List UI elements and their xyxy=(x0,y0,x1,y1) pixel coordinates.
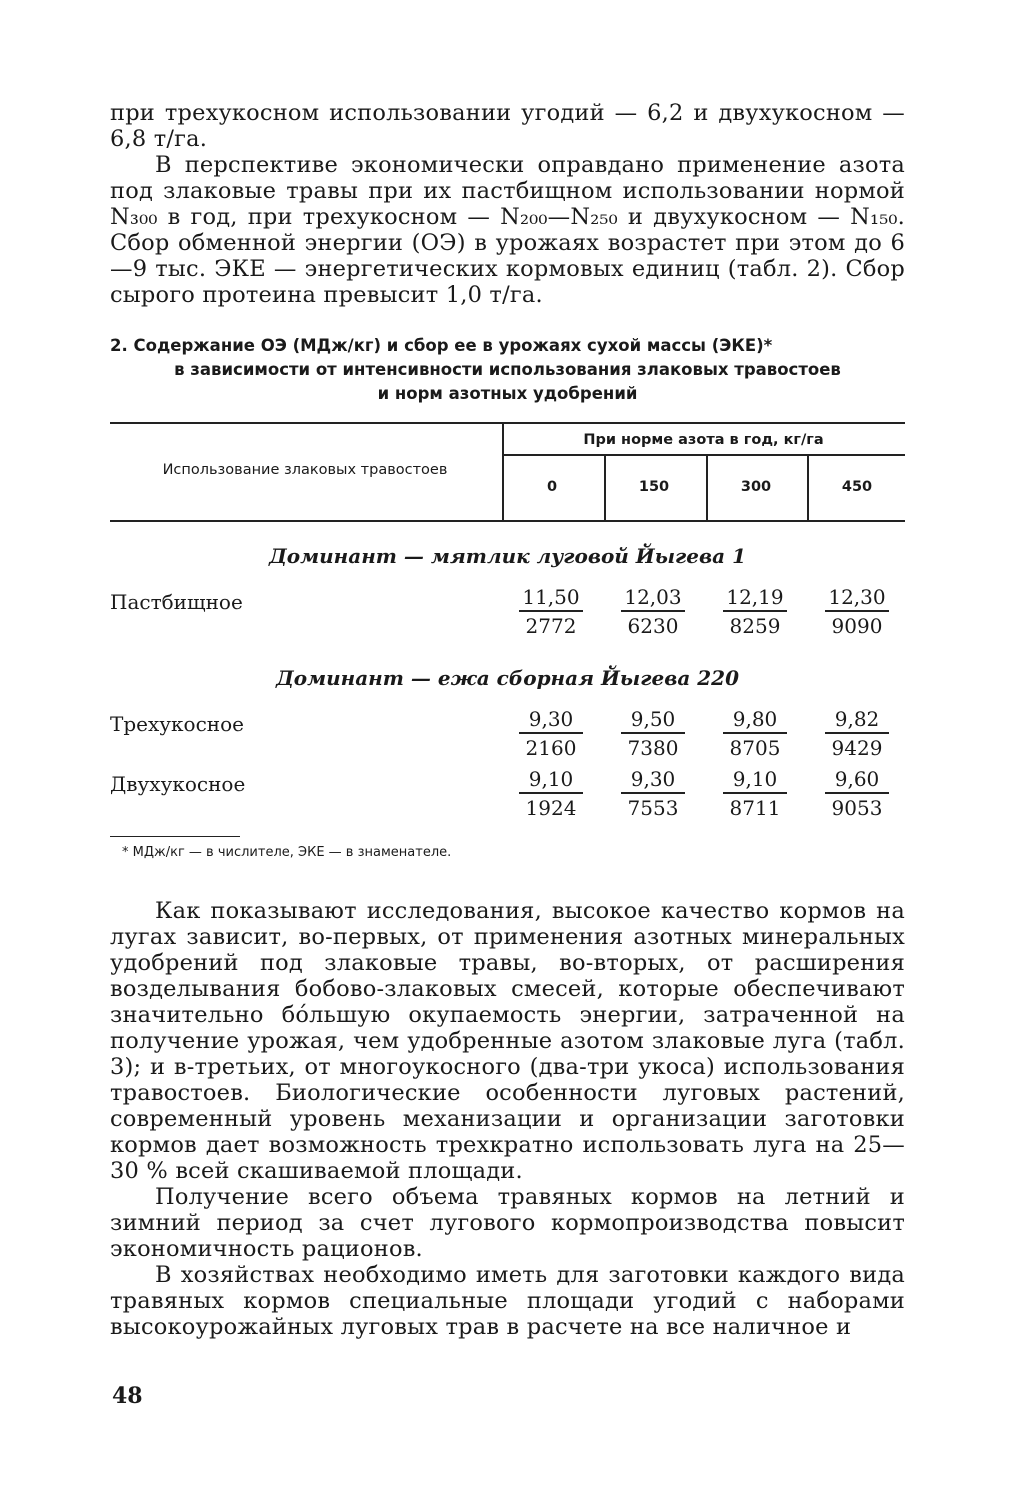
row-label: Пастбищное xyxy=(110,590,243,614)
value-cell: $\frac{9,80}{8705}$ xyxy=(723,706,787,762)
table-footnote: * МДж/кг — в числителе, ЭКЕ — в знаменателе. xyxy=(122,845,452,860)
intro-paragraph-1: при трехукосном использовании угодий — 6,2 и двухукосном — 6,8 т/га. xyxy=(110,100,905,152)
data-table xyxy=(110,422,905,860)
body-text xyxy=(110,898,905,1340)
value-cell: $\frac{9,50}{7380}$ xyxy=(621,706,685,762)
rate-header-450: 450 xyxy=(841,479,873,495)
section-title-1: Доминант — мятлик луговой Йыгева 1 xyxy=(268,544,747,568)
value-cell: $\frac{9,10}{1924}$ xyxy=(519,766,583,822)
value-cell: $\frac{11,50}{2772}$ xyxy=(519,584,583,640)
table-caption-line-1: 2. Содержание ОЭ (МДж/кг) и сбор ее в урожаях сухой массы (ЭКЕ)* xyxy=(110,336,773,355)
value-cell: $\frac{9,10}{8711}$ xyxy=(723,766,787,822)
table-caption-line-3: и норм азотных удобрений xyxy=(377,384,638,403)
norm-column-header: При норме азота в год, кг/га xyxy=(583,432,824,448)
row-label: Двухукосное xyxy=(110,772,246,796)
table-caption-line-2: в зависимости от интенсивности использования злаковых травостоев xyxy=(174,360,841,379)
footnote-rule xyxy=(110,836,240,837)
intro-paragraph-2: В перспективе экономически оправдано применение азота под злаковые травы при их пастбищном использовании нормой N₃₀₀ в год, при трехукосном — N₂₀₀—N₂₅₀ и двухукосном — N₁₅₀. Сбор обменной энергии (ОЭ) в урожаях возрастет при этом до 6—9 тыс. ЭКЕ — энергетических кормовых единиц (табл. 2). Сбор сырого протеина превысит 1,0 т/га. xyxy=(110,152,905,308)
value-cell: $\frac{9,60}{9053}$ xyxy=(825,766,889,822)
body-paragraph-2: Получение всего объема травяных кормов на летний и зимний период за счет лугового кормопроизводства повысит экономичность рационов. xyxy=(110,1184,905,1262)
page-number: 48 xyxy=(112,1383,143,1409)
rate-header-150: 150 xyxy=(638,479,670,495)
rate-header-0: 0 xyxy=(546,479,558,495)
page-content xyxy=(110,100,905,1340)
value-cell: $\frac{9,82}{9429}$ xyxy=(825,706,889,762)
value-cell: $\frac{12,03}{6230}$ xyxy=(621,584,685,640)
section-title-2: Доминант — ежа сборная Йыгева 220 xyxy=(275,666,740,690)
value-cell: $\frac{12,19}{8259}$ xyxy=(723,584,787,640)
table-header-bottom-rule xyxy=(110,520,905,522)
value-cell: $\frac{9,30}{2160}$ xyxy=(519,706,583,762)
table-row xyxy=(110,706,905,766)
rate-header-300: 300 xyxy=(740,479,772,495)
table-caption xyxy=(110,334,905,406)
table-row xyxy=(110,766,905,826)
table-row xyxy=(110,584,905,644)
body-paragraph-1: Как показывают исследования, высокое качество кормов на лугах зависит, во-первых, от применения азотных минеральных удобрений под злаковые травы, во-вторых, от расширения возделывания бобово-злаковых смесей, которые обеспечивают значительно бо́льшую окупаемость энергии, затраченной на получение урожая, чем удобренные азотом злаковые луга (табл. 3); и в-третьих, от многоукосного (два-три укоса) использования травостоев. Биологические особенности луговых растений, современный уровень механизации и организации заготовки кормов дает возможность трехкратно использовать луга на 25—30 % всей скашиваемой площади. xyxy=(110,898,905,1184)
value-cell: $\frac{12,30}{9090}$ xyxy=(825,584,889,640)
table-header xyxy=(110,424,905,520)
body-paragraph-3: В хозяйствах необходимо иметь для заготовки каждого вида травяных кормов специальные площади угодий с наборами высокоурожайных луговых трав в расчете на все наличное и xyxy=(110,1262,905,1340)
row-label: Трехукосное xyxy=(110,712,244,736)
value-cell: $\frac{9,30}{7553}$ xyxy=(621,766,685,822)
use-column-header: Использование злаковых травостоев xyxy=(162,462,448,478)
